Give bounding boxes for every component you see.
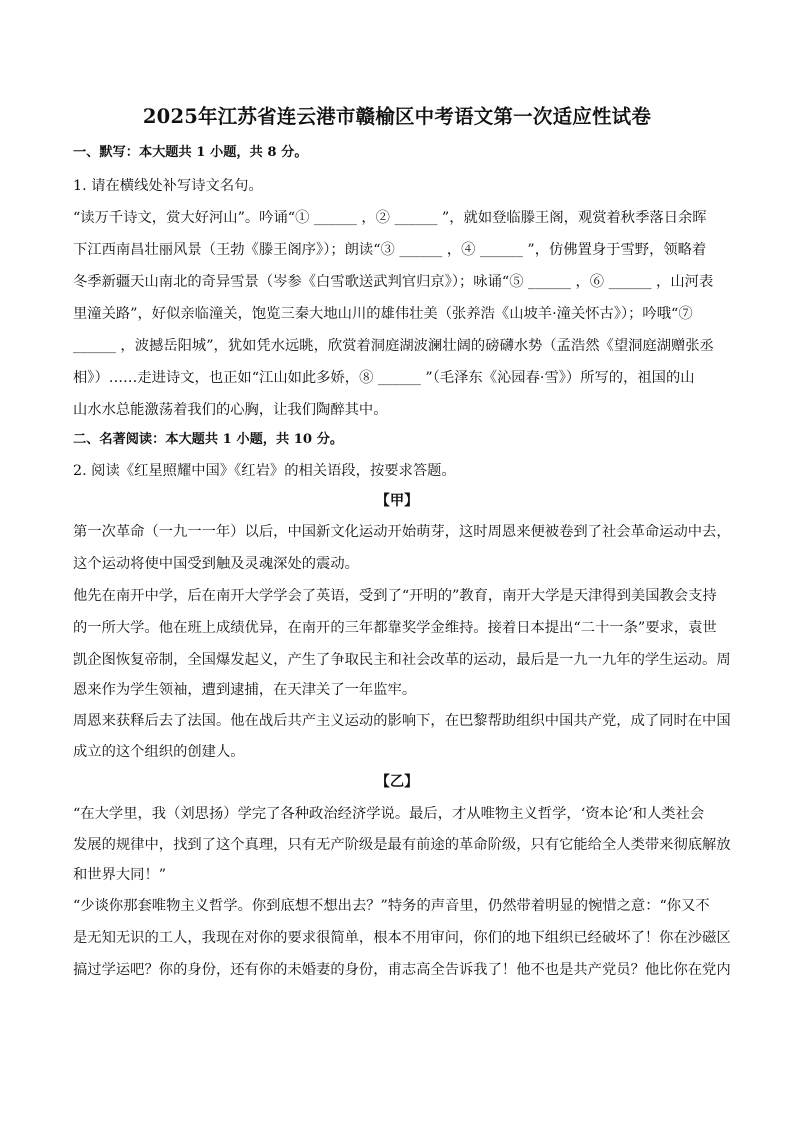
jia-line: 第一次革命（一九一一年）以后，中国新文化运动开始萌芽，这时周恩来便被卷到了社会革命运动中去，	[73, 524, 731, 540]
section2-head: 二、名著阅读：	[73, 432, 166, 447]
q2-prompt: 2. 阅读《红星照耀中国》《红岩》的相关语段，按要求答题。	[73, 463, 456, 479]
q1-line: 里潼关路”，好似亲临潼关，饱览三秦大地山川的雄伟壮美（张养浩《山坡羊·潼关怀古》）；吟哦“⑦	[73, 306, 693, 322]
q1-line: ______ ，波撼岳阳城”，犹如凭水远眺，欣赏着洞庭湖波澜壮阔的磅礴水势（孟浩然《望洞庭湖赠张丞	[73, 338, 714, 354]
page-title: 2025年江苏省连云港市赣榆区中考语文第一次适应性试卷	[142, 105, 652, 128]
q1-line: “读万千诗文，赏大好河山”。吟诵“① ______ ，② ______ ”，就如登临滕王阁，观赏着秋季落日余晖	[73, 210, 707, 226]
jia-line: 这个运动将使中国受到触及灵魂深处的震动。	[73, 556, 359, 572]
yi-line: 搞过学运吧？你的身份，还有你的未婚妻的身份，甫志高全告诉我了！他不也是共产党员？他比你在党内	[73, 962, 731, 978]
section2-header	[73, 430, 723, 450]
q1-line: 相》）……走进诗文，也正如“江山如此多娇，⑧ ______ ”（毛泽东《沁园春·雪》）所写的，祖国的山	[73, 370, 695, 386]
q1-line: 冬季新疆天山南北的奇异雪景（岑参《白雪歌送武判官归京》）；咏诵“⑤ ______ ，⑥ ______ ，山河表	[73, 274, 714, 290]
jia-line: 成立的这个组织的创建人。	[73, 744, 245, 760]
passage-yi-label: 【乙】	[375, 774, 419, 790]
section1-header	[73, 143, 723, 163]
q1-prompt: 1. 请在横线处补写诗文名句。	[73, 178, 263, 194]
yi-line: 和世界大同！”	[73, 867, 167, 883]
q1-line: 山水水总能激荡着我们的心胸，让我们陶醉其中。	[73, 402, 388, 418]
jia-line: 周恩来获释后去了法国。他在战后共产主义运动的影响下，在巴黎帮助组织中国共产党，成了同时在中国	[73, 713, 731, 729]
yi-line: 是无知无识的工人，我现在对你的要求很简单，根本不用审问，你们的地下组织已经破坏了！你在沙磁区	[73, 930, 731, 946]
jia-line: 恩来作为学生领袖，遭到逮捕，在天津关了一年监牢。	[73, 682, 417, 698]
jia-line: 的一所大学。他在班上成绩优异，在南开的三年都靠奖学金维持。接着日本提出“二十一条”要求，袁世	[73, 620, 717, 636]
section2-desc: 本大题共 1 小题，共 10 分。	[165, 432, 344, 447]
yi-line: “少谈你那套唯物主义哲学。你到底想不想出去？”特务的声音里，仍然带着明显的惋惜之意：“你又不	[73, 898, 710, 914]
q1-line: 下江西南昌壮丽风景（王勃《滕王阁序》）；朗读“③ ______ ，④ ______ ”，仿佛置身于雪野，领略着	[73, 242, 707, 258]
yi-line: “在大学里，我（刘思扬）学完了各种政治经济学说。最后，才从唯物主义哲学，‘资本论’和人类社会	[73, 806, 705, 822]
section1-desc: 本大题共 1 小题，共 8 分。	[138, 145, 308, 160]
section1-head: 一、默写：	[73, 145, 139, 160]
passage-jia-label: 【甲】	[375, 493, 419, 509]
jia-line: 他先在南开中学，后在南开大学学会了英语，受到了“开明的”教育，南开大学是天津得到美国教会支持	[73, 588, 717, 604]
jia-line: 凯企图恢复帝制，全国爆发起义，产生了争取民主和社会改革的运动，最后是一九一九年的学生运动。周	[73, 652, 731, 668]
yi-line: 发展的规律中，找到了这个真理，只有无产阶级是最有前途的革命阶级，只有它能给全人类带来彻底解放	[73, 837, 731, 853]
